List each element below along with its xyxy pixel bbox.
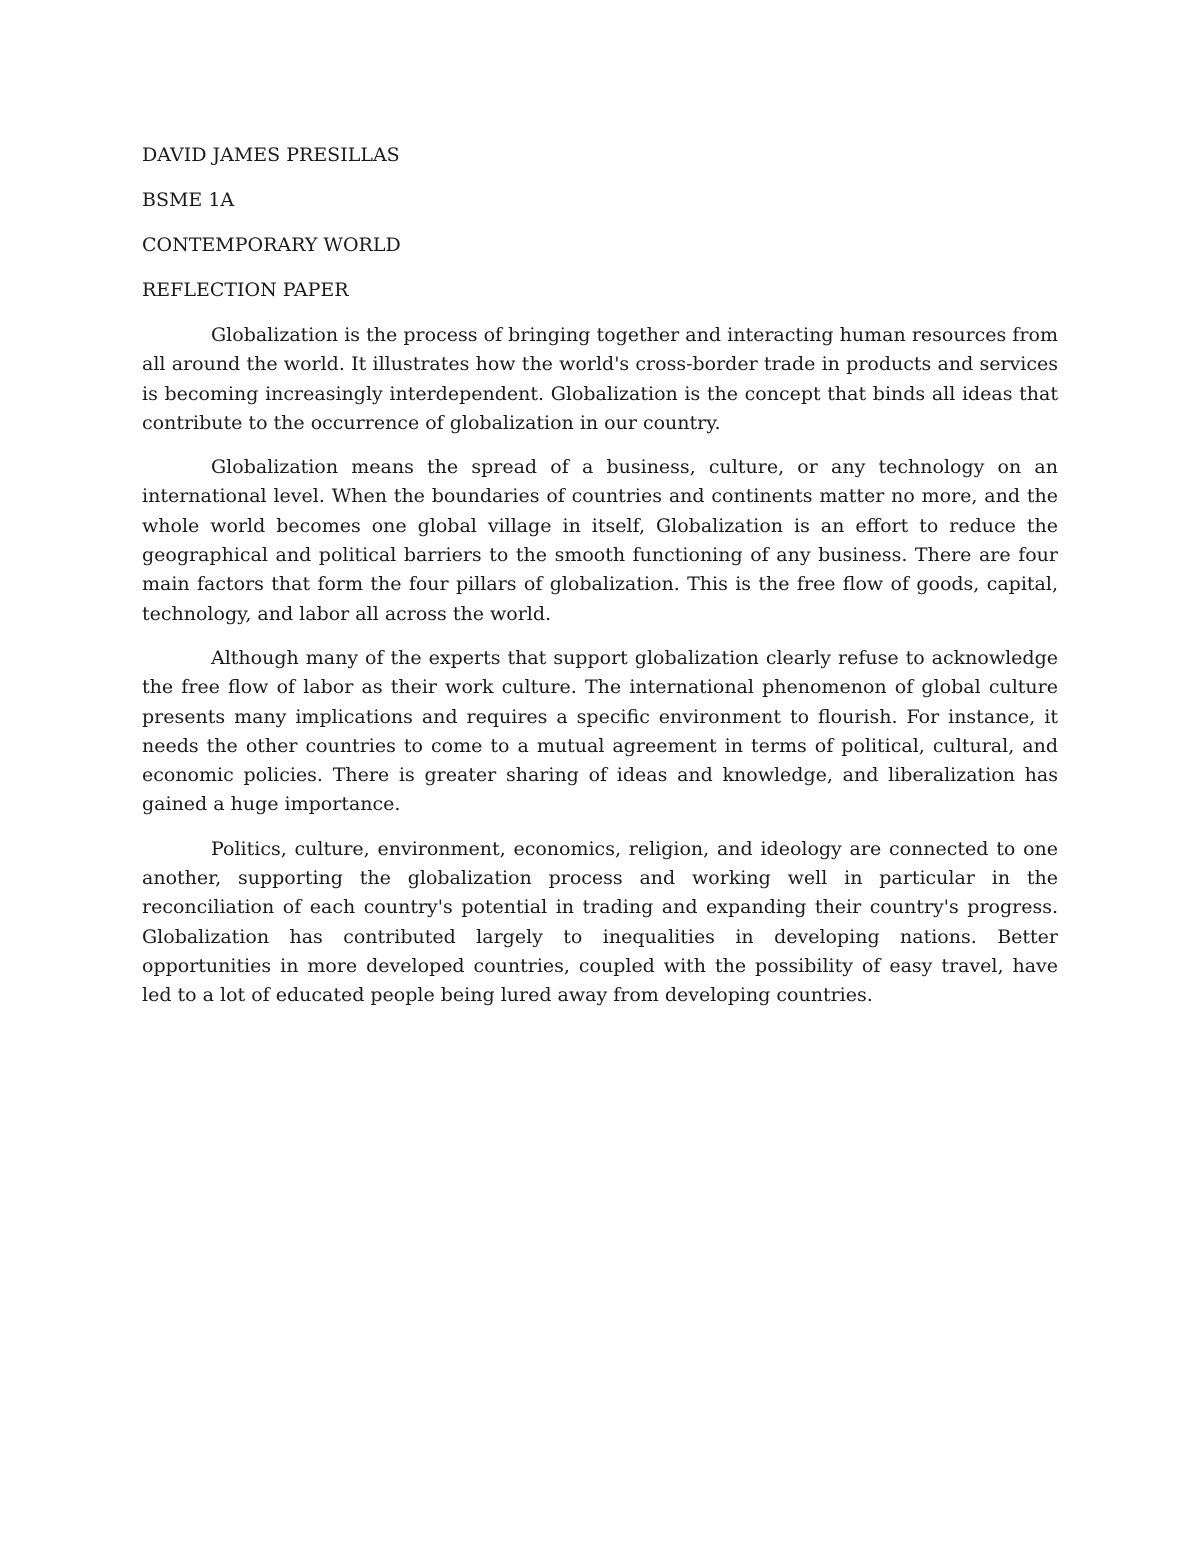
paragraph-4: Politics, culture, environment, economics, religion, and ideology are connected to one another, supporting the globalization process and working well in particular in the reconciliation of each country's potential in trading and expanding their country's progress. Globalization has contributed largely to inequalities in developing nations. Better opportunities in more developed countries, coupled with the possibility of easy travel, have led to a lot of educated people being lured away from developing countries. — [142, 837, 1058, 1007]
paragraph-2: Globalization means the spread of a business, culture, or any technology on an international level. When the boundaries of countries and continents matter no more, and the whole world becomes one global village in itself, Globalization is an effort to reduce the geographical and political barriers to the smooth functioning of any business. There are four main factors that form the four pillars of globalization. This is the free flow of goods, capital, technology, and labor all across the world. — [142, 456, 1058, 625]
paper-type: REFLECTION PAPER — [142, 279, 349, 301]
course-title: CONTEMPORARY WORLD — [142, 234, 401, 256]
paragraph-3: Although many of the experts that support globalization clearly refuse to acknowledge the free flow of labor as their work culture. The international phenomenon of global culture presents many implications and requires a specific environment to flourish. For instance, it needs the other countries to come to a mutual agreement in terms of political, cultural, and economic policies. There is greater sharing of ideas and knowledge, and liberalization has gained a huge importance. — [142, 646, 1058, 816]
document-body — [142, 141, 1058, 1026]
paragraph-1: Globalization is the process of bringing together and interacting human resources from all around the world. It illustrates how the world's cross-border trade in products and services is becoming increasingly interdependent. Globalization is the concept that binds all ideas that contribute to the occurrence of globalization in our country. — [142, 324, 1058, 434]
course-section: BSME 1A — [142, 189, 235, 211]
author-name: DAVID JAMES PRESILLAS — [142, 144, 400, 166]
